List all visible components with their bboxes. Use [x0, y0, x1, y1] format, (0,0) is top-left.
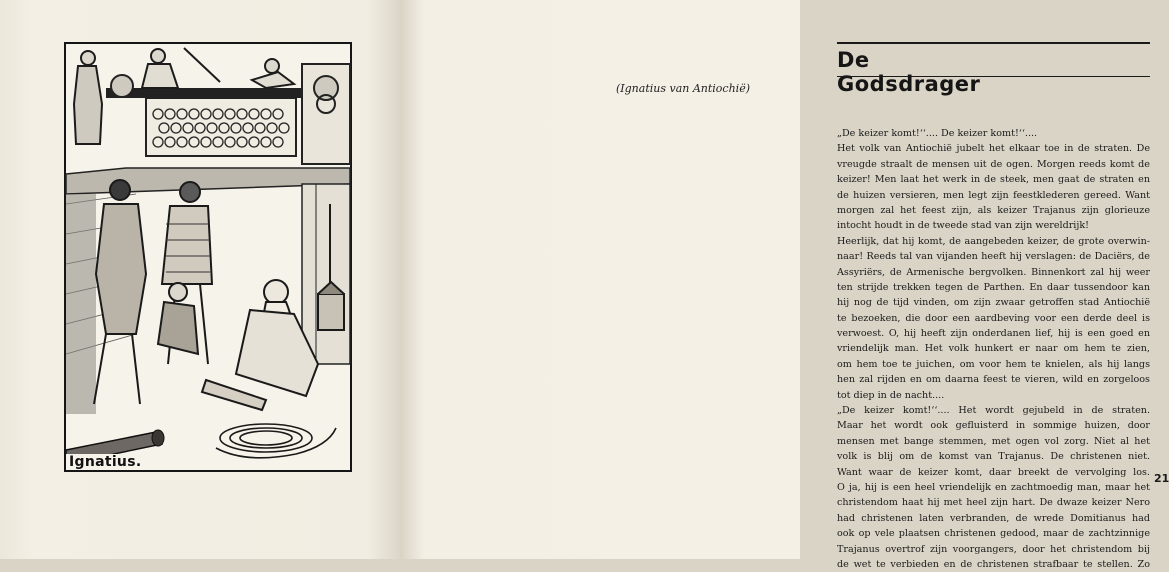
- text-line: de huizen versieren, men legt zijn feestklederen gereed. Want: [837, 189, 1150, 201]
- text-line: Heerlijk, dat hij komt, de aangebeden keizer, de grote overwin-: [837, 235, 1150, 247]
- title-rule-bottom: [837, 76, 1150, 77]
- text-line: Trajanus overtrof zijn voorgangers, door het christendom bij: [837, 543, 1150, 555]
- text-line: Maar het wordt ook gefluisterd in sommige huizen, door: [837, 420, 1150, 432]
- text-line: ten strijde trekken tegen de Parthen. En daar tussendoor kan: [837, 281, 1150, 293]
- text-line: hij nog de tijd vinden, om zijn zwaar getroffen stad Antiochië: [837, 297, 1150, 309]
- text-line: christendom haat hij met heel zijn hart. De dwaze keizer Nero: [837, 497, 1150, 509]
- illustration-drawing: [66, 44, 350, 470]
- chapter-title: De Godsdrager: [837, 48, 981, 96]
- text-line: volk is blij om de komst van Trajanus. De christenen niet.: [837, 451, 1150, 463]
- text-line: Het volk van Antiochië jubelt het elkaar toe in de straten. De: [837, 143, 1150, 155]
- text-line: te bezoeken, die door een aardbeving voor een derde deel is: [837, 312, 1150, 324]
- text-line: vriendelijk man. Het volk hunkert er naar om hem te zien,: [837, 343, 1150, 355]
- chapter-subtitle: (Ignatius van Antiochië): [616, 82, 750, 95]
- illustration: [64, 42, 352, 472]
- left-page: [0, 0, 400, 559]
- text-line: „De keizer komt!‘‘.... Het wordt gejubeld in de straten.: [837, 405, 1150, 417]
- text-line: morgen zal het feest zijn, als keizer Trajanus zijn glorieuze: [837, 204, 1150, 216]
- body-text: [837, 126, 1150, 572]
- text-line: Assyriërs, de Armenische bergvolken. Binnenkort zal hij weer: [837, 266, 1150, 278]
- page-number: 21: [1154, 472, 1169, 485]
- text-line: hen zal rijden en om daarna feest te vieren, wild en zorgeloos: [837, 374, 1150, 386]
- text-line: intocht houdt in de tweede stad van zijn wereldrijk!: [837, 220, 1090, 232]
- text-line: ook op vele plaatsen christenen gedood, maar de zachtzinnige: [837, 528, 1150, 540]
- text-line: vreugde straalt de mensen uit de ogen. Morgen reeds komt de: [837, 158, 1150, 170]
- title-rule-top: [837, 42, 1150, 44]
- text-line: de wet te verbieden en de christenen strafbaar te stellen. Zo: [837, 558, 1150, 570]
- illustration-caption: Ignatius.: [66, 454, 144, 470]
- text-line: tot diep in de nacht....: [837, 389, 945, 401]
- text-line: naar! Reeds tal van vijanden heeft hij verslagen: de Daciërs, de: [837, 251, 1150, 263]
- text-line: had christenen laten verbranden, de wrede Domitianus had: [837, 512, 1150, 524]
- right-page: [400, 0, 1169, 570]
- text-line: O ja, hij is een heel vriendelijk en zachtmoedig man, maar het: [837, 481, 1150, 493]
- text-line: mensen met bange stemmen, met ogen vol zorg. Niet al het: [837, 435, 1150, 447]
- text-line: „De keizer komt!‘‘.... De keizer komt!‘‘....: [837, 128, 1038, 139]
- text-line: Want waar de keizer komt, daar breekt de vervolging los.: [837, 466, 1150, 478]
- text-line: verwoest. O, hij heeft zijn onderdanen lief, hij is een goed en: [837, 328, 1150, 340]
- text-line: om hem toe te juichen, om voor hem te knielen, als hij langs: [837, 358, 1150, 370]
- text-line: keizer! Men laat het werk in de steek, men gaat de straten en: [837, 174, 1150, 186]
